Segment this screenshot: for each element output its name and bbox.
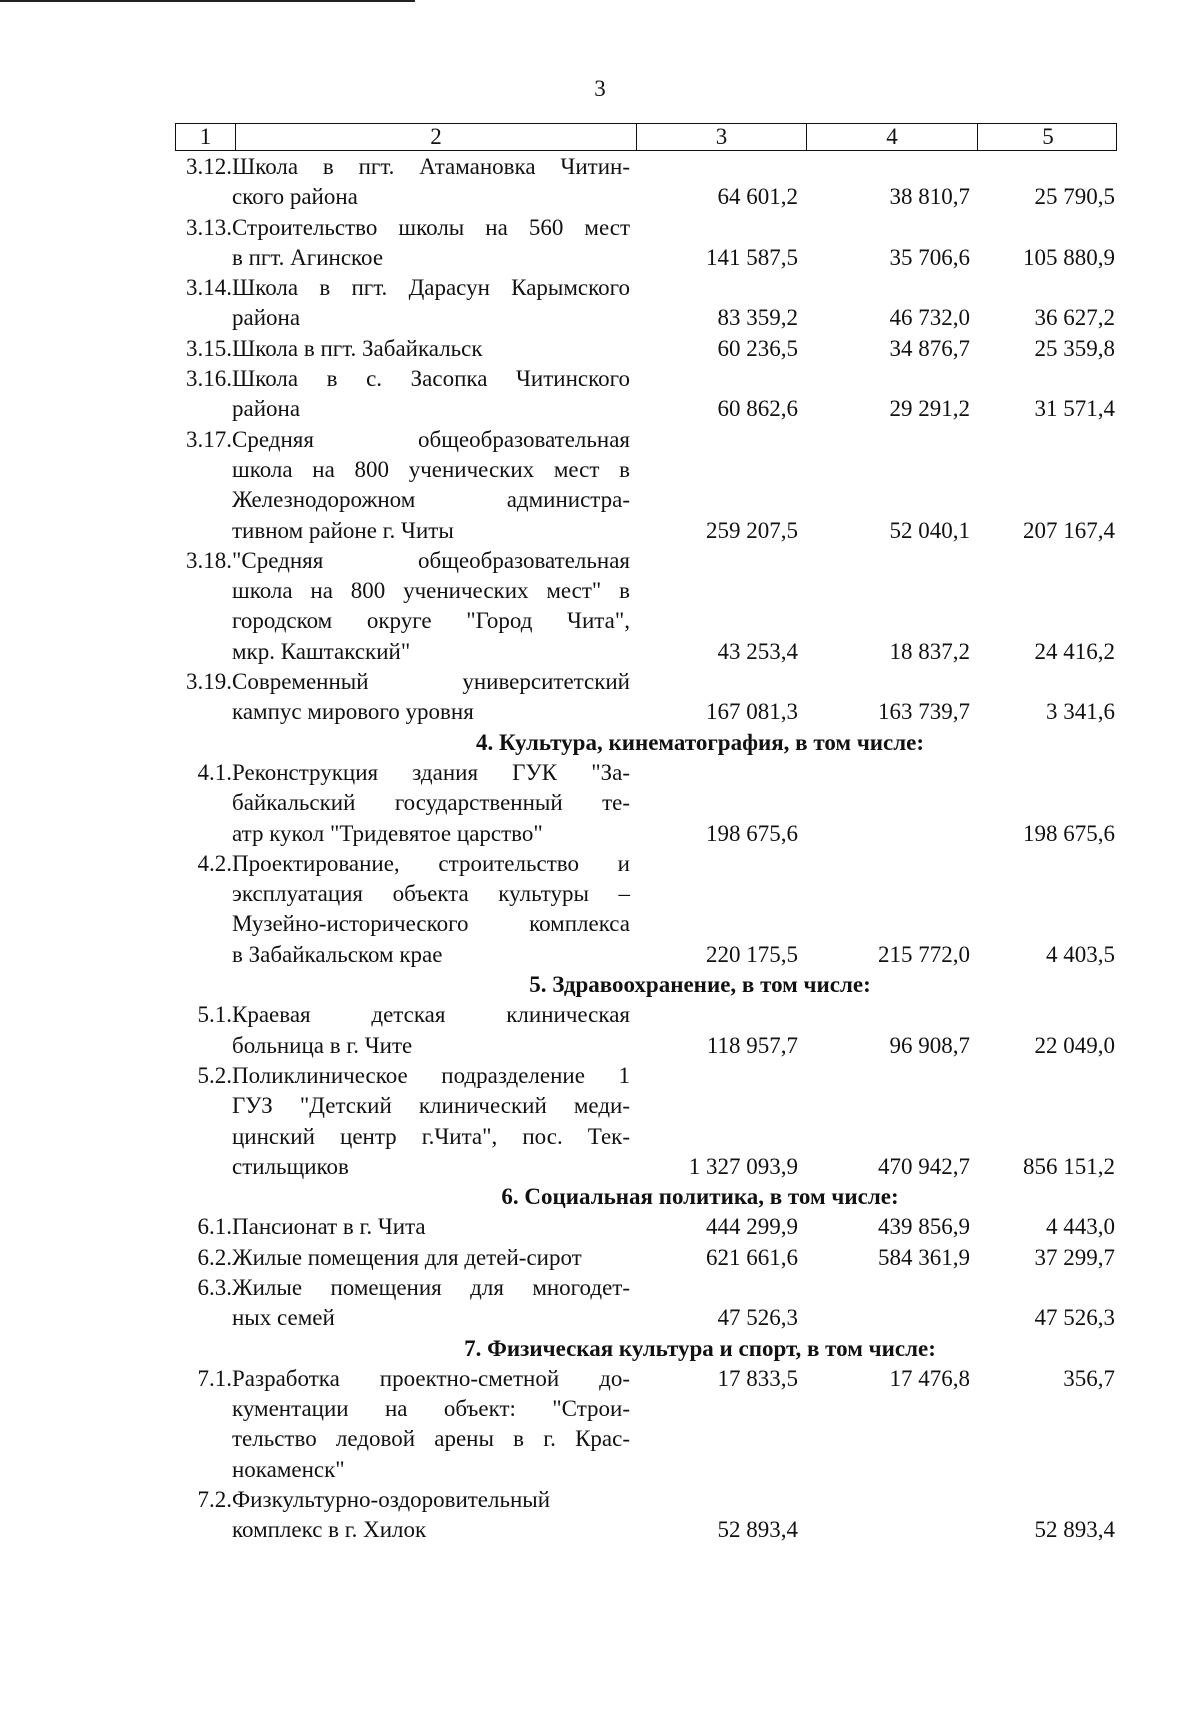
value-federal: 35 706,6: [889, 244, 970, 270]
value-total: 47 526,3: [717, 1305, 798, 1331]
item-name-line: больница в г. Чите: [232, 1032, 413, 1058]
table-row: [0, 425, 1200, 546]
value-federal: 17 476,8: [889, 1365, 970, 1391]
item-name-line: Пансионат в г. Чита: [232, 1214, 426, 1240]
item-name-line: Школа в пгт. Дарасун Карымского: [232, 275, 630, 301]
item-name-line: ского района: [232, 184, 358, 210]
item-number: 3.16.: [186, 366, 232, 392]
item-name: [232, 546, 630, 667]
table-row: [0, 546, 1200, 667]
value-federal: 18 837,2: [889, 638, 970, 664]
value-regional: 52 893,4: [1034, 1517, 1115, 1543]
table-row: [0, 364, 1200, 425]
item-name-line: атр кукол "Тридевятое царство": [232, 820, 543, 846]
item-name-line: Строительство школы на 560 мест: [232, 214, 630, 240]
item-name: [232, 849, 630, 970]
value-total: 444 299,9: [706, 1214, 798, 1240]
item-name: [232, 1273, 630, 1334]
item-name-line: комплекс в г. Хилок: [232, 1517, 427, 1543]
value-total: 1 327 093,9: [688, 1153, 798, 1179]
table-row: [0, 1485, 1200, 1546]
item-number: 4.1.: [197, 759, 232, 785]
column-header: 5: [1042, 124, 1054, 149]
value-regional: 3 341,6: [1046, 699, 1115, 725]
item-name: [232, 667, 630, 728]
value-federal: 34 876,7: [889, 335, 970, 361]
section-heading: 5. Здравоохранение, в том числе:: [529, 972, 871, 998]
item-number: 6.1.: [197, 1214, 232, 1240]
value-regional: 47 526,3: [1034, 1305, 1115, 1331]
item-name-line: Жилые помещения для детей-сирот: [232, 1244, 582, 1270]
value-total: 83 359,2: [717, 305, 798, 331]
item-name-line: стильщиков: [232, 1153, 349, 1179]
item-name-line: Музейно-исторического комплекса: [232, 911, 630, 937]
item-name-line: района: [232, 305, 301, 331]
item-name-line: кументации на объект: "Строи-: [232, 1396, 630, 1422]
table-row: [0, 1273, 1200, 1334]
value-federal: 470 942,7: [878, 1153, 970, 1179]
table-row: [0, 1243, 1200, 1273]
section-heading: 6. Социальная политика, в том числе:: [501, 1184, 899, 1210]
item-name: [232, 758, 630, 849]
value-regional: 105 880,9: [1023, 244, 1115, 270]
item-name: [232, 213, 630, 274]
value-regional: 4 403,5: [1046, 941, 1115, 967]
value-regional: 198 675,6: [1023, 820, 1115, 846]
value-regional: 25 790,5: [1034, 184, 1115, 210]
item-number: 3.12.: [186, 154, 232, 179]
value-regional: 356,7: [1063, 1365, 1115, 1391]
table-body: [0, 152, 1200, 1546]
item-number: 7.1.: [197, 1365, 232, 1391]
value-total: 64 601,2: [717, 184, 798, 210]
table-row: [0, 1000, 1200, 1061]
item-name-line: Разработка проектно-сметной до-: [232, 1365, 630, 1391]
value-total: 198 675,6: [706, 820, 798, 846]
value-federal: 29 291,2: [889, 396, 970, 422]
item-name-line: Поликлиническое подразделение 1: [232, 1062, 630, 1088]
value-regional: 25 359,8: [1034, 335, 1115, 361]
item-name-line: Школа в пгт. Забайкальск: [232, 335, 483, 361]
item-name: [232, 1364, 630, 1485]
item-name: [232, 1061, 630, 1182]
value-regional: 856 151,2: [1023, 1153, 1115, 1179]
item-number: 5.2.: [197, 1062, 232, 1088]
item-name-line: школа на 800 ученических мест в: [232, 456, 630, 482]
column-header: 1: [176, 124, 236, 150]
table-row: [0, 667, 1200, 728]
section-heading: 7. Физическая культура и спорт, в том числе:: [464, 1335, 936, 1361]
value-federal: 584 361,9: [878, 1244, 970, 1270]
value-total: 43 253,4: [717, 638, 798, 664]
table-row: [0, 758, 1200, 849]
value-regional: 24 416,2: [1034, 638, 1115, 664]
item-name-line: школа на 800 ученических мест" в: [232, 578, 630, 604]
item-name-line: ных семей: [232, 1305, 335, 1331]
column-header: 4: [807, 124, 978, 150]
value-regional: 36 627,2: [1034, 305, 1115, 331]
item-name-line: Школа в пгт. Атамановка Читин-: [232, 154, 630, 179]
value-total: 17 833,5: [717, 1365, 798, 1391]
value-federal: 52 040,1: [889, 517, 970, 543]
value-federal: 439 856,9: [878, 1214, 970, 1240]
value-total: 259 207,5: [706, 517, 798, 543]
value-regional: 37 299,7: [1034, 1244, 1115, 1270]
item-number: 7.2.: [197, 1487, 232, 1513]
item-number: 5.1.: [197, 1002, 232, 1028]
item-name-line: Физкультурно-оздоровительный: [232, 1487, 551, 1513]
value-regional: 207 167,4: [1023, 517, 1115, 543]
item-name-line: ГУЗ "Детский клинический меди-: [232, 1093, 630, 1119]
table-header: [175, 123, 1117, 151]
item-name: [232, 364, 630, 425]
value-regional: 31 571,4: [1034, 396, 1115, 422]
value-total: 60 862,6: [717, 396, 798, 422]
table-row: [0, 273, 1200, 334]
item-number: 3.15.: [186, 335, 232, 361]
item-number: 4.2.: [197, 850, 232, 876]
top-rule: [0, 0, 415, 2]
item-name-line: Железнодорожном администра-: [232, 487, 630, 513]
value-total: 167 081,3: [706, 699, 798, 725]
value-regional: 22 049,0: [1034, 1032, 1115, 1058]
table-row: [0, 1061, 1200, 1182]
value-federal: 38 810,7: [889, 184, 970, 210]
item-name: [232, 425, 630, 546]
item-name-line: Современный университетский: [232, 669, 630, 695]
item-name-line: мкр. Каштакский": [232, 638, 411, 664]
item-name-line: Краевая детская клиническая: [232, 1002, 630, 1028]
table-row: [0, 1212, 1200, 1242]
item-name-line: района: [232, 396, 301, 422]
value-federal: 163 739,7: [878, 699, 970, 725]
item-name: [232, 273, 630, 334]
table-row: [0, 152, 1200, 213]
item-number: 6.3.: [197, 1274, 232, 1300]
item-name-line: тивном районе г. Читы: [232, 517, 454, 543]
value-total: 220 175,5: [706, 941, 798, 967]
item-name-line: цинский центр г.Чита", пос. Тек-: [232, 1123, 630, 1149]
item-name: [232, 1000, 630, 1061]
value-total: 141 587,5: [706, 244, 798, 270]
item-name-line: эксплуатация объекта культуры –: [232, 881, 630, 907]
value-total: 60 236,5: [717, 335, 798, 361]
item-name-line: городском округе "Город Чита",: [232, 608, 630, 634]
item-number: 6.2.: [197, 1244, 232, 1270]
table-row: [0, 213, 1200, 274]
item-name-line: байкальский государственный те-: [232, 790, 630, 816]
item-name-line: Школа в с. Засопка Читинского: [232, 366, 630, 392]
item-number: 3.17.: [186, 426, 232, 452]
value-federal: 46 732,0: [889, 305, 970, 331]
table-row: [0, 849, 1200, 970]
column-header: 3: [637, 124, 807, 150]
item-name-line: "Средняя общеобразовательная: [232, 547, 630, 573]
value-federal: 215 772,0: [878, 941, 970, 967]
item-number: 3.18.: [186, 547, 232, 573]
value-total: 621 661,6: [706, 1244, 798, 1270]
value-regional: 4 443,0: [1046, 1214, 1115, 1240]
table-row: [0, 334, 1200, 364]
item-number: 3.13.: [186, 214, 232, 240]
item-name-line: в Забайкальском крае: [232, 941, 443, 967]
item-name-line: Проектирование, строительство и: [232, 850, 630, 876]
item-number: 3.14.: [186, 275, 232, 301]
item-name-line: Средняя общеобразовательная: [232, 426, 630, 452]
value-total: 52 893,4: [717, 1517, 798, 1543]
section-heading: 4. Культура, кинематография, в том числе:: [475, 729, 925, 755]
item-name-line: нокаменск": [232, 1456, 345, 1482]
item-name-line: в пгт. Агинское: [232, 244, 384, 270]
item-name-line: Реконструкция здания ГУК "За-: [232, 759, 630, 785]
page-number: 3: [594, 76, 606, 101]
item-name-line: тельство ледовой арены в г. Крас-: [232, 1426, 630, 1452]
table-row: [0, 1364, 1200, 1485]
item-name: [232, 152, 630, 213]
column-header: 2: [236, 124, 637, 150]
value-total: 118 957,7: [706, 1032, 798, 1058]
item-name: [232, 1485, 630, 1546]
item-number: 3.19.: [186, 669, 232, 695]
item-name-line: кампус мирового уровня: [232, 699, 474, 725]
item-name: [232, 1243, 630, 1273]
item-name: [232, 334, 630, 364]
value-federal: 96 908,7: [889, 1032, 970, 1058]
item-name: [232, 1212, 630, 1242]
item-name-line: Жилые помещения для многодет-: [232, 1274, 630, 1300]
